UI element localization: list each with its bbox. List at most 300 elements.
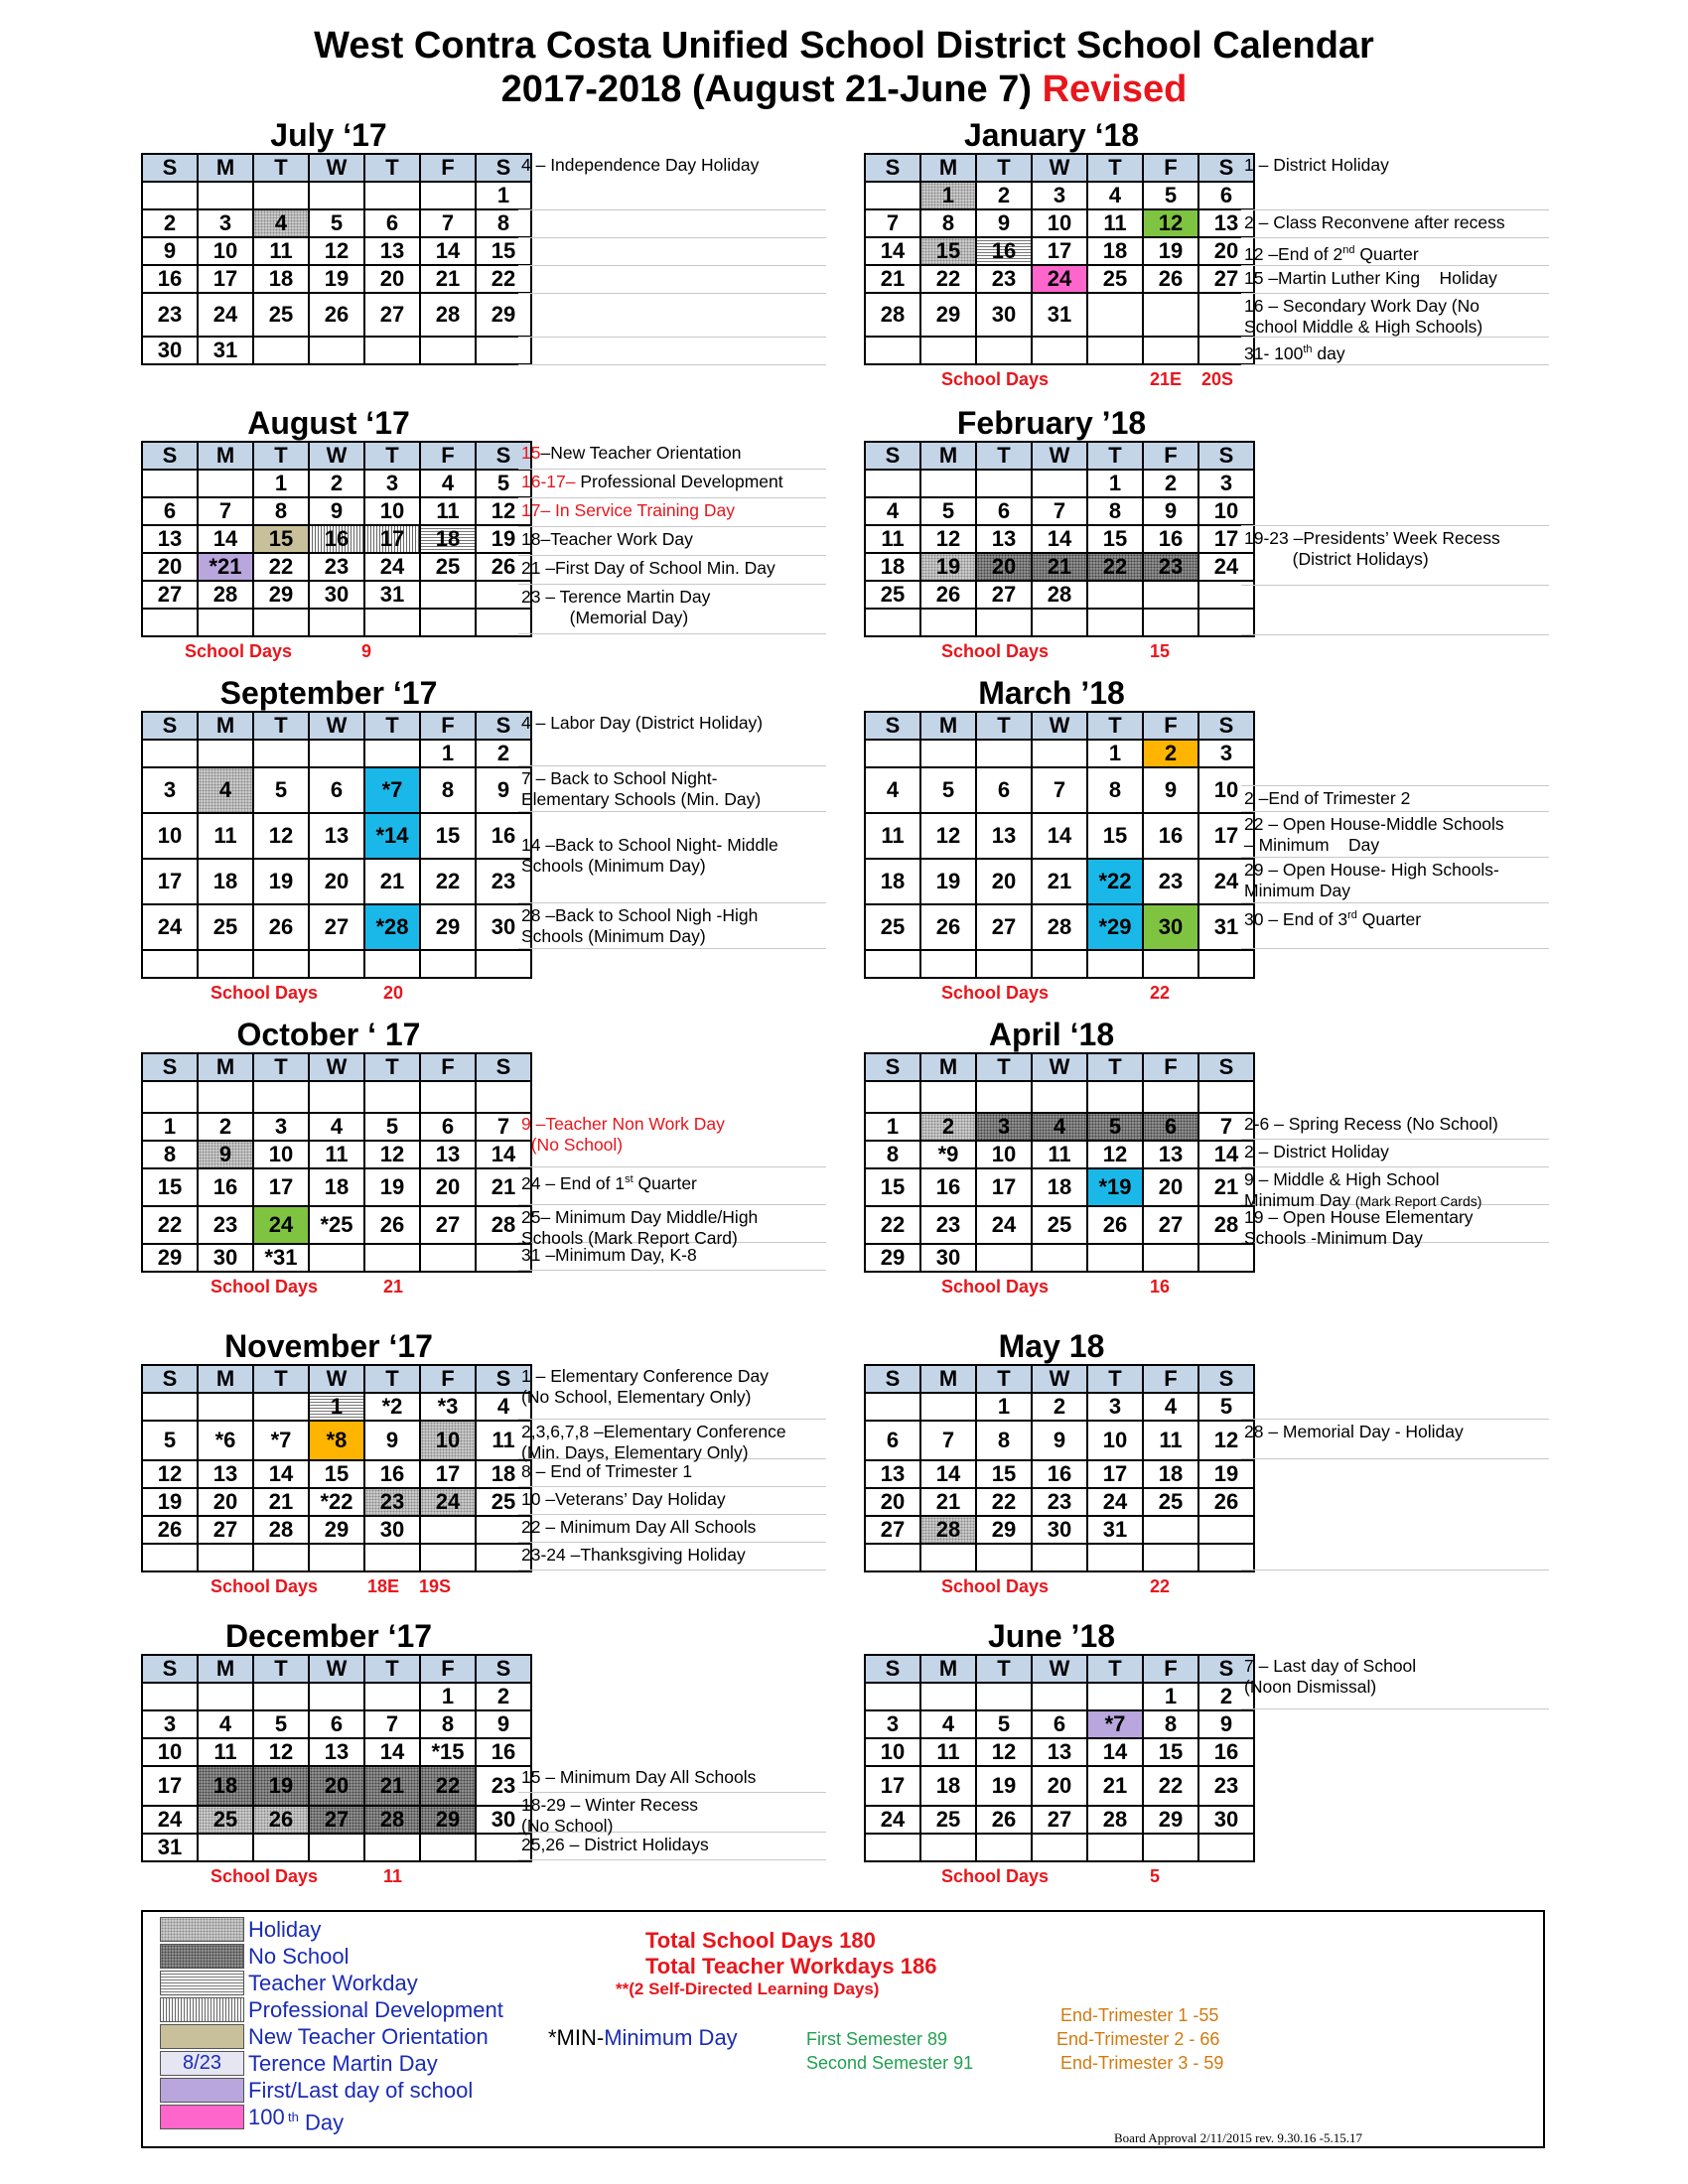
week-row	[865, 1834, 1254, 1861]
empty-cell	[253, 182, 309, 209]
day-cell: 21	[1198, 1168, 1254, 1206]
note-superscript: st	[625, 1173, 633, 1185]
empty-cell	[1143, 581, 1198, 609]
week-row	[142, 609, 531, 636]
month-title: July ‘17	[270, 117, 387, 153]
day-cell: 19	[142, 1488, 198, 1516]
day-cell: 3	[865, 1710, 920, 1738]
school-days-label: School Days	[211, 983, 319, 1003]
week-row	[142, 1766, 531, 1806]
day-cell: 24	[364, 553, 420, 581]
day-cell: 30	[1032, 1516, 1087, 1544]
note-line: 30 – End of 3rd Quarter	[1241, 903, 1549, 949]
day-cell: 20	[1143, 1168, 1198, 1206]
day-cell: 28	[420, 293, 476, 337]
day-cell: 18	[1087, 237, 1143, 265]
day-cell: 18	[198, 1766, 253, 1806]
weekday-header: W	[309, 712, 364, 740]
empty-cell	[1143, 609, 1198, 636]
day-cell: 23	[1143, 859, 1198, 904]
empty-cell	[142, 609, 198, 636]
weekday-header-row	[865, 1655, 1254, 1683]
day-cell: 3	[253, 1113, 309, 1141]
day-cell: 1	[1087, 470, 1143, 497]
empty-cell	[865, 740, 920, 767]
school-days-count: 22	[1150, 1576, 1171, 1596]
empty-cell	[976, 950, 1032, 978]
school-days-count: 5	[1150, 1866, 1161, 1886]
day-cell: 8	[476, 209, 531, 237]
day-cell: 25	[253, 293, 309, 337]
empty-cell	[420, 950, 476, 978]
weekday-header: F	[420, 442, 476, 470]
legend-swatch	[160, 1917, 244, 1942]
note-superscript: th	[1303, 343, 1313, 355]
note-line: 4 – Independence Day Holiday	[518, 153, 826, 210]
note-line: 18–Teacher Work Day	[518, 527, 826, 556]
day-cell: 3	[198, 209, 253, 237]
month-grid	[141, 1052, 532, 1273]
empty-cell	[865, 470, 920, 497]
weekday-header: T	[364, 712, 420, 740]
day-cell: 23	[476, 1766, 531, 1806]
empty-cell	[309, 337, 364, 364]
weekday-header: M	[198, 1053, 253, 1081]
day-cell: 19	[309, 265, 364, 293]
day-cell: 28	[1032, 904, 1087, 950]
empty-cell	[253, 1081, 309, 1113]
day-cell: 9	[364, 1421, 420, 1460]
day-cell: 29	[476, 293, 531, 337]
day-cell: 4	[253, 209, 309, 237]
empty-cell	[1032, 740, 1087, 767]
day-cell: 29	[976, 1516, 1032, 1544]
day-cell: 16	[1143, 813, 1198, 859]
empty-cell	[1198, 1081, 1254, 1113]
weekday-header: S	[865, 1053, 920, 1081]
legend-label: Professional Development	[248, 1997, 503, 2022]
weekday-header: M	[920, 712, 976, 740]
trimester-3: End-Trimester 3 - 59	[1060, 2053, 1224, 2073]
weekday-header: T	[364, 1365, 420, 1393]
day-cell: 28	[364, 1806, 420, 1834]
day-cell: 16	[1198, 1738, 1254, 1766]
day-cell: 4	[865, 497, 920, 525]
day-cell: 27	[976, 904, 1032, 950]
day-cell: 30	[976, 293, 1032, 337]
day-cell: 17	[253, 1168, 309, 1206]
empty-cell	[309, 1544, 364, 1571]
day-cell: 4	[1143, 1393, 1198, 1421]
day-cell: 11	[420, 497, 476, 525]
day-cell: 13	[865, 1460, 920, 1488]
weekday-header: M	[198, 154, 253, 182]
weekday-header: W	[1032, 1365, 1087, 1393]
day-cell: 14	[476, 1141, 531, 1168]
day-cell: 26	[920, 581, 976, 609]
school-days-label: School Days	[941, 1576, 1050, 1596]
weekday-header: S	[476, 154, 531, 182]
month-title: December ‘17	[224, 1618, 433, 1654]
week-row	[865, 1738, 1254, 1766]
weekday-header-row	[142, 154, 531, 182]
day-cell: 2	[1198, 1683, 1254, 1710]
day-cell: 30	[920, 1244, 976, 1272]
day-cell: 6	[1143, 1113, 1198, 1141]
day-cell: 19	[364, 1168, 420, 1206]
empty-cell	[1032, 1244, 1087, 1272]
note-line: 18-29 – Winter Recess (No School)	[518, 1793, 826, 1833]
week-row	[865, 1168, 1254, 1206]
note-line: 22 – Open House-Middle Schools – Minimum Day	[1241, 812, 1549, 858]
weekday-header: M	[920, 1053, 976, 1081]
school-days-count: 21E	[1150, 369, 1183, 389]
day-cell: 28	[253, 1516, 309, 1544]
day-cell: 12	[309, 237, 364, 265]
day-cell: 3	[1198, 740, 1254, 767]
day-cell: 11	[1032, 1141, 1087, 1168]
day-cell: 13	[1198, 209, 1254, 237]
day-cell: 28	[198, 581, 253, 609]
note-line	[1241, 711, 1549, 786]
empty-cell	[420, 581, 476, 609]
day-cell: 17	[364, 525, 420, 553]
weekday-header: T	[364, 1655, 420, 1683]
empty-cell	[198, 1081, 253, 1113]
day-cell: 10	[1032, 209, 1087, 237]
day-cell: 2	[1143, 470, 1198, 497]
revised-label: Revised	[1042, 68, 1188, 110]
note-line	[518, 498, 826, 527]
day-cell: 4	[309, 1113, 364, 1141]
empty-cell	[920, 950, 976, 978]
day-cell: 9	[476, 767, 531, 813]
day-cell: 16	[1032, 1460, 1087, 1488]
day-cell: 10	[1198, 497, 1254, 525]
day-cell: 15	[420, 813, 476, 859]
month-title: October ‘ 17	[236, 1017, 421, 1052]
day-cell: *22	[1087, 859, 1143, 904]
day-cell: 26	[1087, 1206, 1143, 1244]
day-cell: 16	[920, 1168, 976, 1206]
note-line: 2 –End of Trimester 2	[1241, 786, 1549, 812]
week-row	[142, 553, 531, 581]
day-cell: 21	[1032, 553, 1087, 581]
day-cell: 27	[420, 1206, 476, 1244]
day-cell: 24	[142, 1806, 198, 1834]
day-cell: 11	[476, 1421, 531, 1460]
note-line: 1 – District Holiday	[1241, 153, 1549, 210]
note-line: 25,26 – District Holidays	[518, 1833, 826, 1860]
empty-cell	[1087, 581, 1143, 609]
week-row	[142, 1460, 531, 1488]
day-cell: 9	[1143, 497, 1198, 525]
empty-cell	[976, 1081, 1032, 1113]
day-cell: 29	[420, 904, 476, 950]
day-cell: *29	[1087, 904, 1143, 950]
week-row	[865, 470, 1254, 497]
weekday-header: T	[253, 712, 309, 740]
day-cell: 19	[253, 1766, 309, 1806]
empty-cell	[976, 740, 1032, 767]
week-row	[865, 1081, 1254, 1113]
day-cell: 30	[309, 581, 364, 609]
day-cell: 21	[364, 859, 420, 904]
note-line	[1241, 441, 1549, 526]
day-cell: 15	[865, 1168, 920, 1206]
day-cell: 5	[309, 209, 364, 237]
day-cell: 12	[920, 813, 976, 859]
week-row	[142, 337, 531, 364]
empty-cell	[920, 1081, 976, 1113]
empty-cell	[198, 182, 253, 209]
day-cell: 9	[309, 497, 364, 525]
day-cell: 1	[253, 470, 309, 497]
week-row	[865, 1206, 1254, 1244]
day-cell: 24	[1198, 553, 1254, 581]
note-line	[1241, 1459, 1549, 1570]
weekday-header: S	[476, 712, 531, 740]
weekday-header: T	[1087, 442, 1143, 470]
weekday-header: W	[309, 442, 364, 470]
day-cell: 15	[1143, 1738, 1198, 1766]
note-line	[518, 1112, 826, 1167]
day-cell: 31	[364, 581, 420, 609]
day-cell: 15	[253, 525, 309, 553]
empty-cell	[1143, 1244, 1198, 1272]
day-cell: 11	[865, 813, 920, 859]
empty-cell	[1032, 337, 1087, 364]
day-cell: 12	[1087, 1141, 1143, 1168]
day-cell: 27	[198, 1516, 253, 1544]
empty-cell	[976, 1683, 1032, 1710]
day-cell: 23	[364, 1488, 420, 1516]
day-cell: 12	[976, 1738, 1032, 1766]
day-cell: 15	[476, 237, 531, 265]
empty-cell	[253, 337, 309, 364]
note-line: 10 –Veterans’ Day Holiday	[518, 1487, 826, 1515]
day-cell: 10	[253, 1141, 309, 1168]
day-cell: 21	[253, 1488, 309, 1516]
week-row	[865, 1393, 1254, 1421]
day-cell: 7	[1198, 1113, 1254, 1141]
week-row	[142, 859, 531, 904]
school-days-count: 20	[383, 983, 404, 1003]
school-days-label: School Days	[941, 1277, 1050, 1297]
weekday-header: S	[865, 712, 920, 740]
day-cell: 9	[976, 209, 1032, 237]
day-cell: 30	[142, 337, 198, 364]
weekday-header: F	[1143, 442, 1198, 470]
note-red-text: 16-17–	[521, 472, 576, 491]
day-cell: 22	[476, 265, 531, 293]
day-cell: 28	[1087, 1806, 1143, 1834]
day-cell: 12	[142, 1460, 198, 1488]
day-cell: 10	[142, 813, 198, 859]
day-cell: 3	[1087, 1393, 1143, 1421]
week-row	[865, 1421, 1254, 1460]
empty-cell	[920, 1683, 976, 1710]
day-cell: 14	[198, 525, 253, 553]
empty-cell	[253, 950, 309, 978]
day-cell: 20	[976, 859, 1032, 904]
note-line: 29 – Open House- High Schools- Minimum Day	[1241, 858, 1549, 903]
school-days-extra: 19S	[419, 1576, 452, 1596]
day-cell: 10	[420, 1421, 476, 1460]
note-line: 23 – Terence Martin Day (Memorial Day)	[518, 585, 826, 634]
day-cell: 2	[198, 1113, 253, 1141]
empty-cell	[1087, 1081, 1143, 1113]
empty-cell	[142, 470, 198, 497]
empty-cell	[1087, 1244, 1143, 1272]
day-cell: 18	[253, 265, 309, 293]
week-row	[142, 265, 531, 293]
empty-cell	[1032, 470, 1087, 497]
day-cell: 7	[198, 497, 253, 525]
day-cell: *25	[309, 1206, 364, 1244]
day-cell: 4	[1032, 1113, 1087, 1141]
day-cell: 31	[1032, 293, 1087, 337]
day-cell: 6	[142, 497, 198, 525]
day-cell: 20	[865, 1488, 920, 1516]
weekday-header-row	[142, 1655, 531, 1683]
weekday-header: M	[198, 442, 253, 470]
week-row	[142, 1393, 531, 1421]
day-cell: 2	[142, 209, 198, 237]
day-cell: 23	[198, 1206, 253, 1244]
day-cell: 27	[142, 581, 198, 609]
empty-cell	[920, 740, 976, 767]
day-cell: 28	[1032, 581, 1087, 609]
weekday-header: F	[1143, 1053, 1198, 1081]
week-row	[865, 950, 1254, 978]
day-cell: 20	[1198, 237, 1254, 265]
day-cell: 3	[1032, 182, 1087, 209]
day-cell: 14	[1032, 813, 1087, 859]
day-cell: 20	[364, 265, 420, 293]
weekday-header: F	[1143, 1365, 1198, 1393]
weekday-header: S	[142, 154, 198, 182]
week-row	[865, 1806, 1254, 1834]
day-cell: 29	[420, 1806, 476, 1834]
day-cell: 9	[1198, 1710, 1254, 1738]
day-cell: 18	[1143, 1460, 1198, 1488]
day-cell: 8	[142, 1141, 198, 1168]
note-small-text: (Mark Report Cards)	[1354, 1193, 1482, 1209]
day-cell: 1	[142, 1113, 198, 1141]
day-cell: 22	[253, 553, 309, 581]
note-red-text: 17– In Service Training Day	[521, 500, 735, 520]
empty-cell	[1087, 293, 1143, 337]
school-days-label: School Days	[211, 1576, 319, 1596]
empty-cell	[1032, 950, 1087, 978]
day-cell: 8	[1143, 1710, 1198, 1738]
empty-cell	[1198, 950, 1254, 978]
weekday-header: S	[1198, 712, 1254, 740]
week-row	[142, 1806, 531, 1834]
note-line: 8 – End of Trimester 1	[518, 1459, 826, 1487]
day-cell: 16	[309, 525, 364, 553]
note-line: 31 –Minimum Day, K-8	[518, 1243, 826, 1271]
day-cell: 7	[364, 1710, 420, 1738]
day-cell: 23	[142, 293, 198, 337]
day-cell: 24	[1087, 1488, 1143, 1516]
week-row	[865, 553, 1254, 581]
day-cell: 23	[920, 1206, 976, 1244]
week-row	[142, 1544, 531, 1571]
empty-cell	[364, 609, 420, 636]
day-cell: 19	[253, 859, 309, 904]
empty-cell	[1087, 609, 1143, 636]
week-row	[142, 1710, 531, 1738]
day-cell: 25	[1032, 1206, 1087, 1244]
weekday-header: M	[920, 154, 976, 182]
weekday-header: T	[253, 1365, 309, 1393]
weekday-header: W	[309, 1655, 364, 1683]
note-line: 22 – Minimum Day All Schools	[518, 1515, 826, 1543]
day-cell: 23	[1198, 1766, 1254, 1806]
month-grid	[864, 711, 1255, 979]
day-cell: 13	[976, 813, 1032, 859]
empty-cell	[198, 470, 253, 497]
day-cell: 11	[920, 1738, 976, 1766]
weekday-header: F	[420, 712, 476, 740]
weekday-header: W	[1032, 712, 1087, 740]
month-title: April ‘18	[988, 1017, 1115, 1052]
day-cell: 10	[976, 1141, 1032, 1168]
day-cell: 25	[1087, 265, 1143, 293]
empty-cell	[364, 1081, 420, 1113]
day-cell: 29	[253, 581, 309, 609]
weekday-header: T	[976, 1053, 1032, 1081]
note-line: 2 – District Holiday	[1241, 1140, 1549, 1167]
day-cell: 17	[865, 1766, 920, 1806]
empty-cell	[364, 337, 420, 364]
weekday-header: T	[364, 442, 420, 470]
month-grid	[864, 153, 1255, 365]
day-cell: 30	[476, 904, 531, 950]
day-cell: 17	[1087, 1460, 1143, 1488]
note-line: 7 – Last day of School (Noon Dismissal)	[1241, 1654, 1549, 1709]
empty-cell	[420, 609, 476, 636]
day-cell: 13	[142, 525, 198, 553]
empty-cell	[1143, 950, 1198, 978]
day-cell: 4	[420, 470, 476, 497]
legend-label: Terence Martin Day	[248, 2051, 438, 2076]
day-cell: 18	[420, 525, 476, 553]
day-cell: 13	[198, 1460, 253, 1488]
empty-cell	[865, 1081, 920, 1113]
day-cell: 27	[1143, 1206, 1198, 1244]
school-days-count: 22	[1150, 983, 1171, 1003]
day-cell: 19	[476, 525, 531, 553]
weekday-header: W	[1032, 442, 1087, 470]
day-cell: *31	[253, 1244, 309, 1272]
note-line: 19-23 –Presidents’ Week Recess (District Holidays)	[1241, 526, 1549, 586]
note-line: 23-24 –Thanksgiving Holiday	[518, 1543, 826, 1570]
week-row	[142, 1081, 531, 1113]
legend-label: New Teacher Orientation	[248, 2024, 489, 2049]
weekday-header: S	[476, 1655, 531, 1683]
school-days-label: School Days	[941, 983, 1050, 1003]
day-cell: 30	[476, 1806, 531, 1834]
day-cell: 14	[253, 1460, 309, 1488]
day-cell: *9	[920, 1141, 976, 1168]
day-cell: *7	[253, 1421, 309, 1460]
day-cell: 16	[476, 813, 531, 859]
note-line: 14 –Back to School Night- Middle Schools (Minimum Day)	[518, 812, 826, 903]
empty-cell	[1143, 293, 1198, 337]
